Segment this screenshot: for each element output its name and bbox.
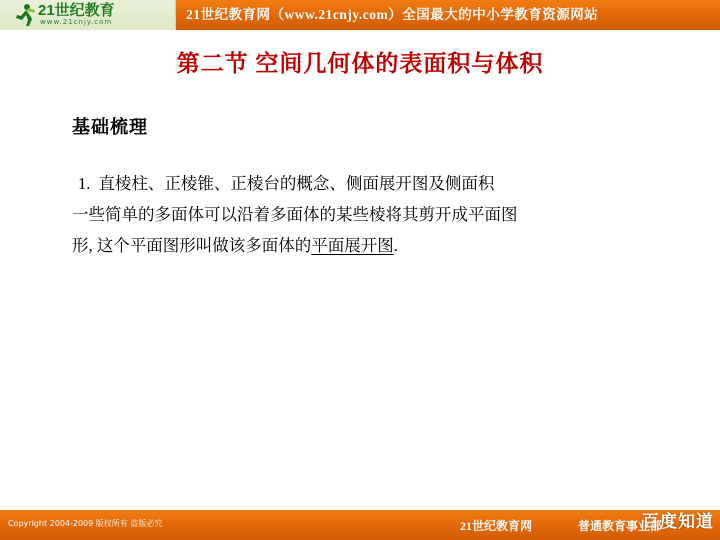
site-logo: [14, 2, 174, 28]
banner-site-text: 21世纪教育网（www.21cnjy.com）全国最大的中小学教育资源网站: [186, 7, 599, 22]
fill-in-blank-answer: 平面展开图: [311, 236, 394, 255]
watermark-label: 百度知道: [642, 512, 714, 531]
section-heading: 基础梳理: [72, 117, 148, 137]
item-title: 直棱柱、正棱锥、正棱台的概念、侧面展开图及侧面积: [98, 174, 495, 193]
footer-department: 普通教育事业部: [578, 519, 663, 533]
body-content: [72, 168, 652, 261]
line3-prefix: 形, 这个平面图形叫做该多面体的: [72, 236, 312, 255]
page-title: 第二节 空间几何体的表面积与体积: [176, 51, 544, 76]
line3-suffix: .: [393, 236, 398, 255]
logo-subtext: www.21cnjy.com: [40, 18, 113, 26]
copyright-text: Copyright 2004-2009 版权所有 盗版必究: [8, 519, 163, 528]
item-number: 1.: [78, 174, 91, 193]
bottom-banner: [0, 510, 720, 540]
logo-text: 21世纪教育: [38, 2, 115, 19]
top-banner: [0, 0, 720, 30]
footer-site-name: 21世纪教育网: [460, 519, 533, 533]
runner-icon: [14, 3, 36, 27]
body-line-3: [72, 230, 652, 261]
body-line-1: [72, 168, 652, 199]
logo-panel: [0, 0, 176, 30]
body-line-2: 一些简单的多面体可以沿着多面体的某些棱将其剪开成平面图: [72, 205, 518, 224]
